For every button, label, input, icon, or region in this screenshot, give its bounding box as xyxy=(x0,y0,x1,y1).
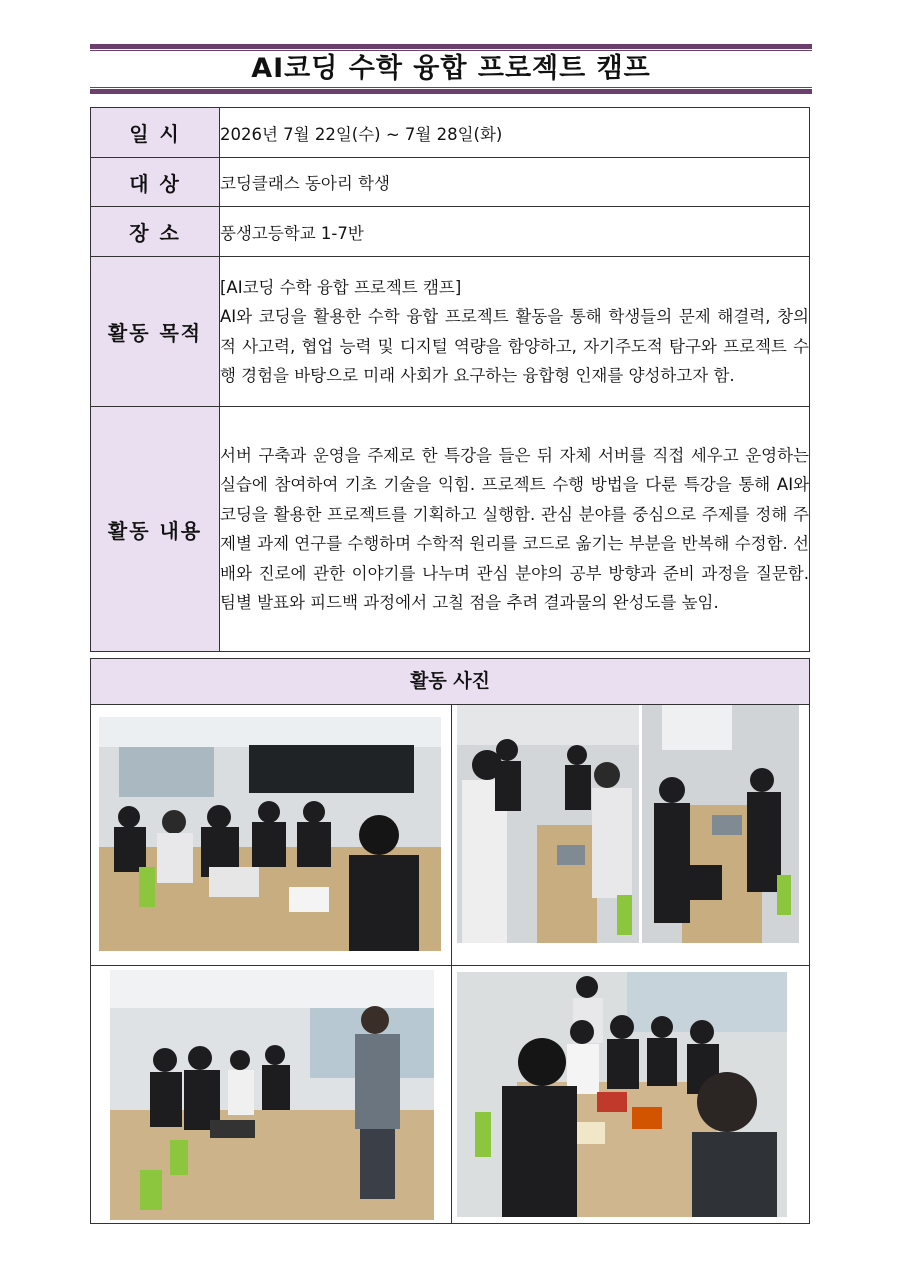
photo-students-laptops-right xyxy=(642,705,799,943)
photo-classroom-group xyxy=(99,717,441,951)
target-value: 코딩클래스 동아리 학생 xyxy=(220,158,810,207)
row-purpose xyxy=(91,257,810,407)
content-label: 활동 내용 xyxy=(91,407,220,652)
title-rule-bottom xyxy=(90,89,812,94)
purpose-cell xyxy=(220,257,810,407)
date-value: 2026년 7월 22일(수) ~ 7월 28일(화) xyxy=(220,108,810,158)
purpose-heading: [AI코딩 수학 융합 프로젝트 캠프] xyxy=(220,277,462,297)
photo-grid-divider-horizontal xyxy=(91,965,809,966)
place-value: 풍생고등학교 1-7반 xyxy=(220,207,810,257)
photo-teacher-explaining xyxy=(110,970,434,1220)
photo-grid xyxy=(90,704,810,1224)
title-rule-top-thin xyxy=(90,50,812,51)
date-label: 일 시 xyxy=(91,108,220,158)
title-banner xyxy=(90,44,812,94)
place-label: 장 소 xyxy=(91,207,220,257)
photo-students-laptops-left xyxy=(457,705,639,943)
title-rule-top xyxy=(90,44,812,49)
purpose-value: AI와 코딩을 활용한 수학 융합 프로젝트 활동을 통해 학생들의 문제 해결력, 창의적 사고력, 협업 능력 및 디지털 역량을 함양하고, 자기주도적 탐구와 프로젝트 수행 경험을 바탕으로 미래 사회가 요구하는 융합형 인재를 양성하고자 함. xyxy=(220,307,809,385)
purpose-label: 활동 목적 xyxy=(91,257,220,407)
page-title: AI코딩 수학 융합 프로젝트 캠프 xyxy=(251,53,651,84)
title-rule-bottom-thin xyxy=(90,87,812,88)
row-target xyxy=(91,158,810,207)
photos-heading: 활동 사진 xyxy=(90,658,810,705)
row-content xyxy=(91,407,810,652)
row-place xyxy=(91,207,810,257)
row-date xyxy=(91,108,810,158)
info-table xyxy=(90,107,810,652)
content-value: 서버 구축과 운영을 주제로 한 특강을 들은 뒤 자체 서버를 직접 세우고 운영하는 실습에 참여하여 기초 기술을 익힘. 프로젝트 수행 방법을 다룬 특강을 통해 AI와 코딩을 활용한 프로젝트를 기획하고 실행함. 관심 분야를 중심으로 주제를 정해 주제별 과제 연구를 수행하며 수학적 원리를 코드로 옮기는 부분을 반복해 수정함. 선배와 진로에 관한 이야기를 나누며 관심 분야의 공부 방향과 준비 과정을 질문함. 팀별 발표와 피드백 과정에서 고칠 점을 추려 결과물의 완성도를 높임. xyxy=(220,407,810,652)
target-label: 대 상 xyxy=(91,158,220,207)
photo-students-meal xyxy=(457,972,787,1217)
photo-grid-divider-vertical xyxy=(451,704,452,1223)
